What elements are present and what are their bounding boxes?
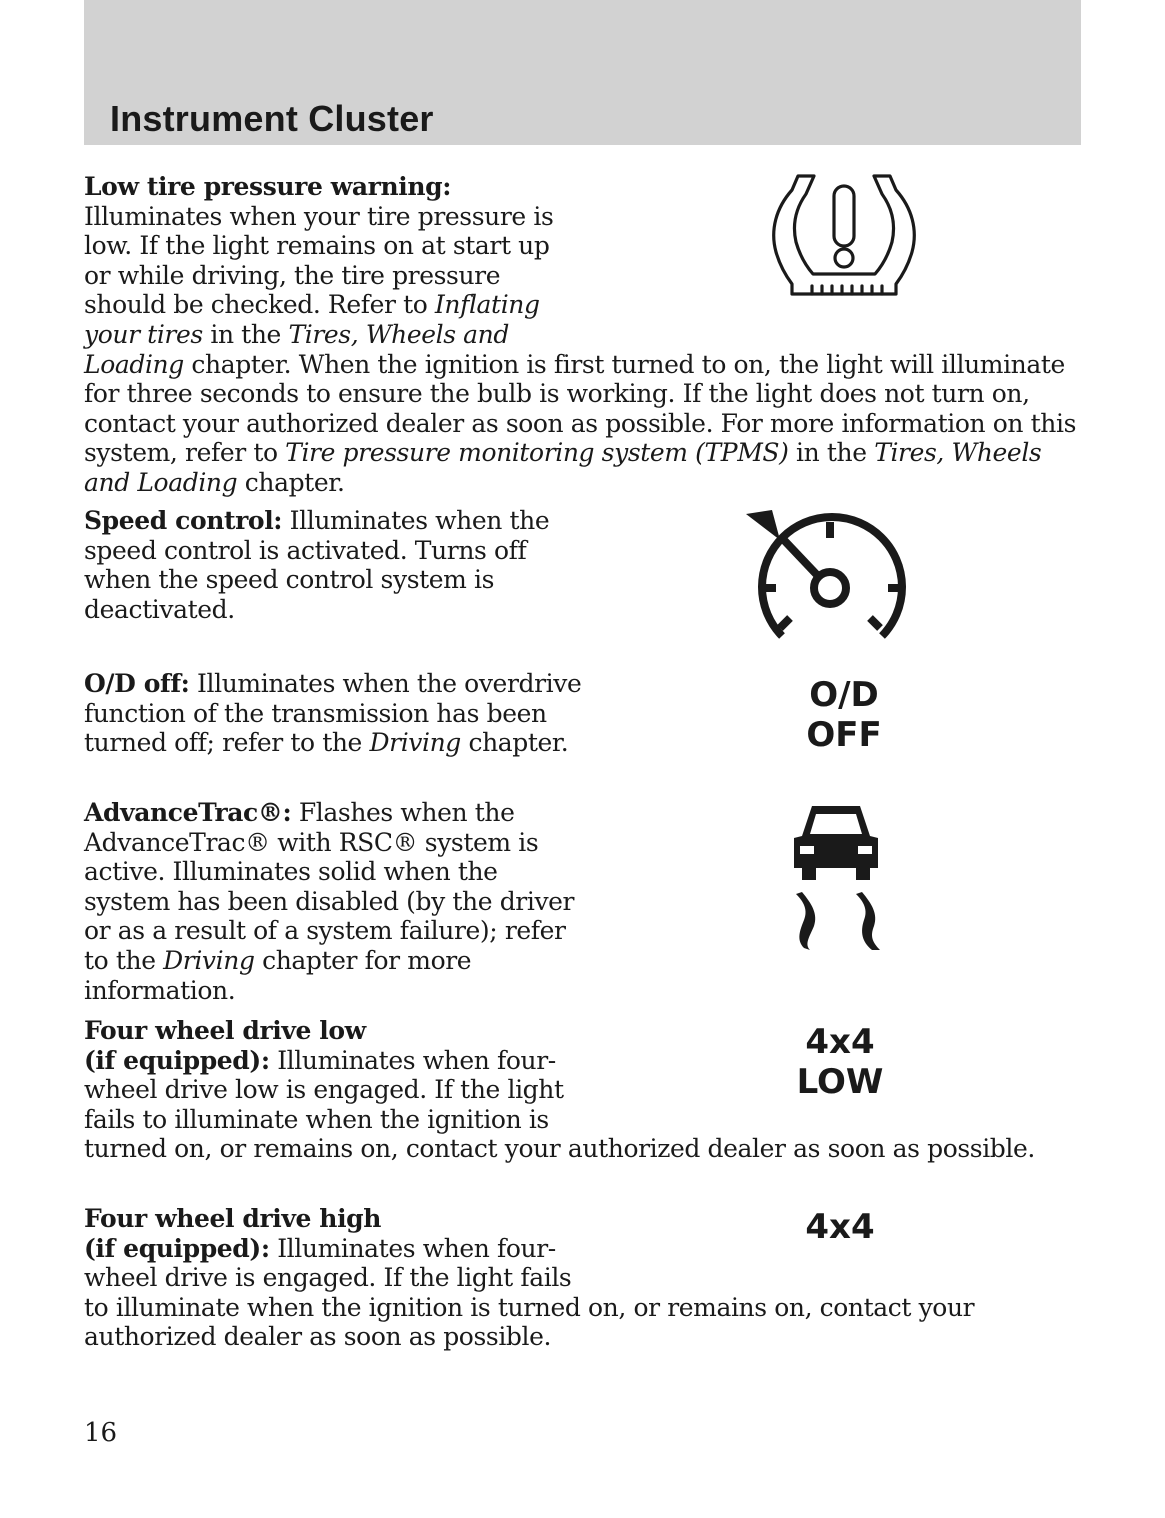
4x4-low-title-qualifier: (if equipped):	[84, 1045, 270, 1075]
reference-tpms: Tire pressure monitoring system (TPMS)	[285, 438, 789, 468]
od-off-text: Illuminates when the overdrive function of the transmission has been turned off; refer to the	[84, 669, 582, 758]
tire-pressure-text: chapter.	[237, 467, 345, 497]
advancetrac-skidding-car-icon	[786, 800, 886, 952]
reference-driving-chapter: Driving	[369, 728, 461, 758]
od-indicator-line1: O/D	[809, 675, 879, 715]
advancetrac-text: Flashes when the AdvanceTrac® with RSC® system is active. Illuminates solid when the system has been disabled (by the driver or as a result of a system failure); refer to the	[84, 798, 575, 975]
reference-tires-chapter: Tires, Wheels and Loading	[84, 319, 509, 379]
od-off-title: O/D off:	[84, 669, 190, 698]
4x4-high-title-qualifier: (if equipped):	[84, 1233, 270, 1263]
4x4-low-indicator-icon	[778, 1022, 902, 1102]
advancetrac-text: chapter for more information.	[84, 945, 472, 1005]
reference-tires-chapter: Tires, Wheels and Loading	[84, 438, 1042, 497]
header-band	[84, 0, 1081, 145]
4x4-low-indicator-line2: LOW	[796, 1062, 884, 1102]
section-advancetrac	[84, 798, 1084, 1005]
reference-driving-chapter: Driving	[163, 945, 255, 975]
tire-pressure-text: in the	[202, 319, 289, 349]
tire-pressure-text: chapter. When the ignition is first turned to on, the light will illuminate for three seconds to ensure the bulb is working. If the light does not turn on, contact your authorized dealer as soon as possible. For more information on this system, refer to	[84, 349, 1077, 468]
od-off-indicator-icon	[778, 675, 910, 755]
advancetrac-title: AdvanceTrac®:	[84, 798, 292, 827]
section-4x4-high	[84, 1204, 1084, 1352]
4x4-high-title: Four wheel drive high	[84, 1204, 382, 1233]
section-4x4-low	[84, 1016, 1084, 1164]
od-off-text: chapter.	[460, 728, 569, 758]
speed-control-title: Speed control:	[84, 506, 283, 535]
page-number: 16	[84, 1418, 118, 1448]
page-title: Instrument Cluster	[110, 98, 434, 139]
4x4-high-indicator-line1: 4x4	[805, 1207, 875, 1247]
speed-control-icon	[742, 508, 912, 644]
section-tire-pressure	[84, 172, 1084, 498]
tire-pressure-title: Low tire pressure warning:	[84, 172, 452, 201]
tire-pressure-text: Illuminates when your tire pressure is low. If the light remains on at start up or while driving, the tire pressure should be checked. Refer to	[84, 201, 554, 320]
4x4-low-indicator-line1: 4x4	[805, 1022, 875, 1062]
4x4-high-text: Illuminates when four-wheel drive is engaged. If the light fails to illuminate when the ignition is turned on, or remains on, contact your authorized dealer as soon as possible.	[84, 1233, 975, 1352]
tire-pressure-text: in the	[788, 438, 875, 468]
speed-control-text: Illuminates when the speed control is activated. Turns off when the speed control system is deactivated.	[84, 506, 550, 624]
4x4-low-text: Illuminates when four-wheel drive low is engaged. If the light fails to illuminate when the ignition is turned on, or remains on, contact your authorized dealer as soon as possible.	[84, 1045, 1035, 1164]
4x4-high-indicator-icon	[778, 1207, 902, 1247]
tire-pressure-warning-icon	[766, 172, 922, 300]
od-indicator-line2: OFF	[806, 715, 882, 755]
reference-inflating-tires: Inflating your tires	[84, 290, 540, 349]
4x4-low-title: Four wheel drive low	[84, 1016, 366, 1045]
section-od-off	[84, 669, 1084, 779]
section-speed-control	[84, 506, 1084, 626]
